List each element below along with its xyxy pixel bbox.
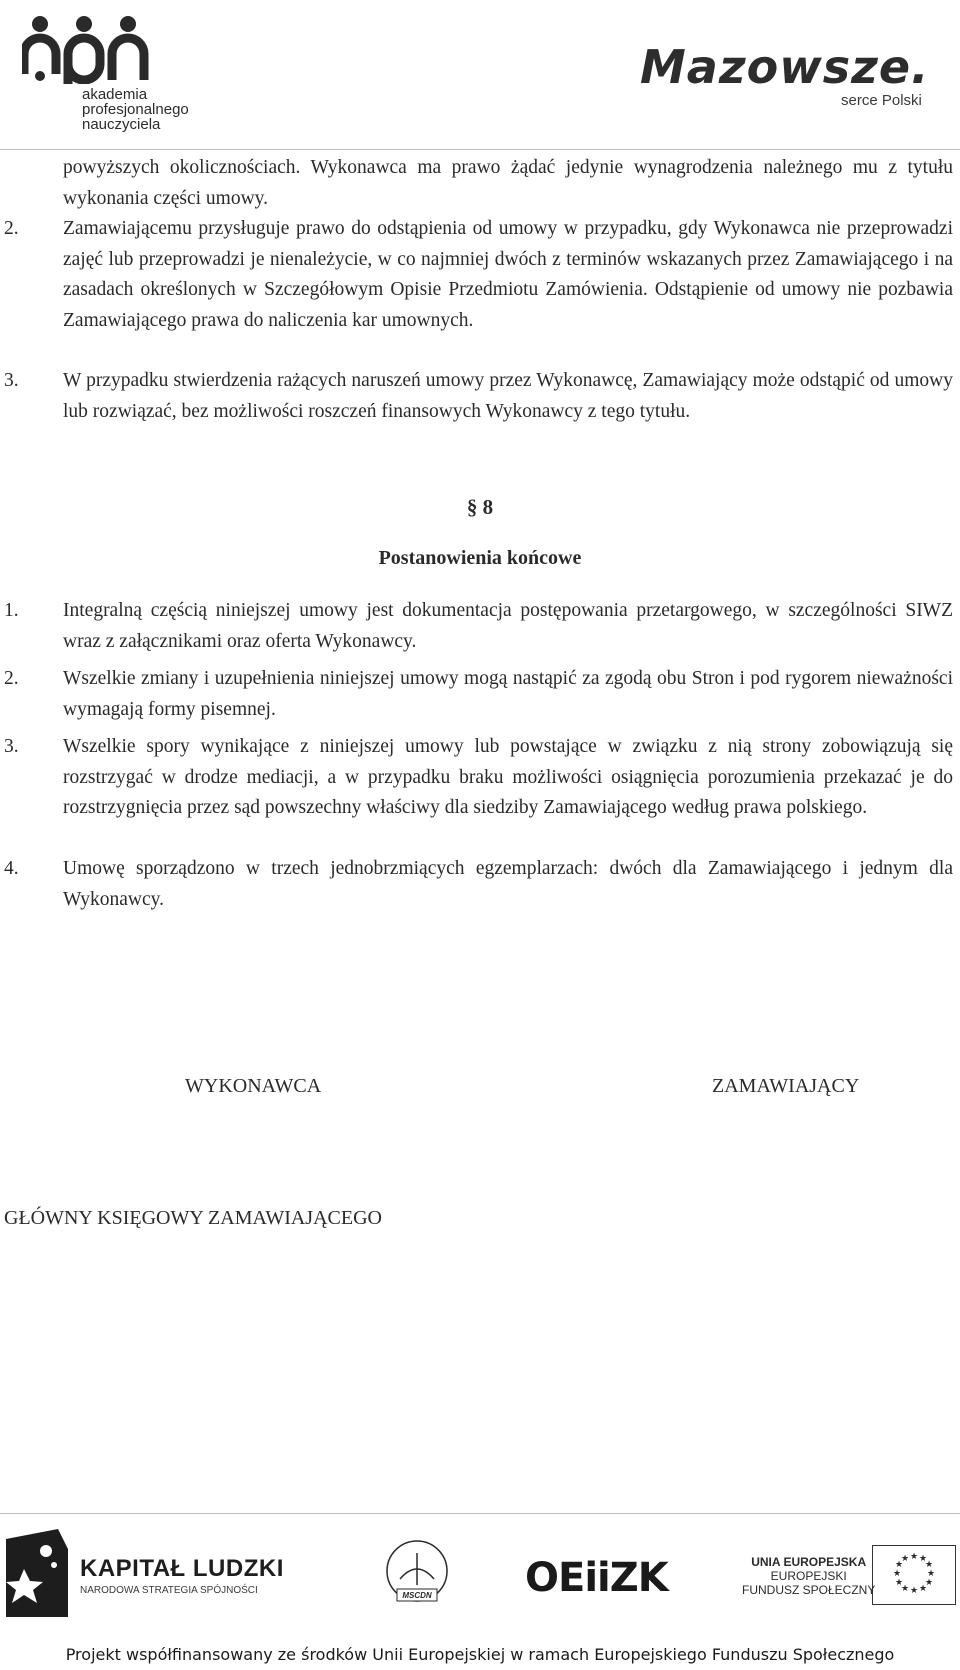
eu-fund-text [742,1555,875,1597]
contract-clause: Wszelkie zmiany i uzupełnienia niniejszej umowy mogą nastąpić za zgodą obu Stron i pod rygorem nieważności wymagają formy pisemnej. [63,668,953,720]
kapital-ludzki-subtitle: NARODOWA STRATEGIA SPÓJNOŚCI [80,1585,258,1596]
footer-divider [0,1513,960,1514]
mscdn-logo [382,1539,452,1609]
svg-text:★: ★ [918,1554,928,1564]
eu-flag-icon [872,1545,956,1605]
kapital-ludzki-logo [80,1555,284,1596]
eu-stars-icon [873,1546,955,1604]
svg-text:★: ★ [892,1569,902,1579]
svg-text:★: ★ [924,1578,934,1588]
svg-text:★: ★ [926,1569,936,1579]
svg-text:★: ★ [894,1560,904,1570]
section-title: Postanowienia końcowe [378,547,582,569]
footer-logos [0,1525,960,1635]
mazowsze-wordmark: Mazowsze. [640,40,930,94]
apn-line-2: profesjonalnego [82,101,189,118]
svg-text:★: ★ [909,1586,919,1596]
apn-logo-mark [22,14,152,84]
oeiizk-logo: OEiiZK [525,1555,668,1601]
item-number: 2. [4,218,19,239]
signature-accountant: GŁÓWNY KSIĘGOWY ZAMAWIAJĄCEGO [4,1207,382,1229]
apn-line-1: akademia [82,86,148,103]
header-divider [0,149,960,150]
contract-clause: Zamawiającemu przysługuje prawo do odstąpienia od umowy w przypadku, gdy Wykonawca nie przeprowadzi zajęć lub przeprowadzi je nienależycie, w co najmniej dwóch z terminów wskazanych przez Zamawiającego i na zasadach określonych w Szczegółowym Opisie Przedmiotu Zamówienia. Odstąpienie od umowy nie pozbawia Zamawiającego prawa do naliczenia kar umownych. [63,218,953,331]
contract-clause: Integralną częścią niniejszej umowy jest dokumentacja postępowania przetargowego, w szczególności SIWZ wraz z załącznikami oraz oferta Wykonawcy. [63,600,953,652]
signature-contractor: WYKONAWCA [185,1075,322,1097]
mscdn-label: MSCDN [402,1591,432,1600]
svg-text:★: ★ [894,1578,904,1588]
page-header [0,0,960,150]
signature-client: ZAMAWIAJĄCY [712,1075,860,1097]
kapital-ludzki-title: KAPITAŁ LUDZKI [80,1555,284,1582]
item-number: 3. [4,736,19,757]
footer-note: Projekt współfinansowany ze środków Unii Europejskiej w ramach Europejskiego Funduszu Społecznego [65,1645,895,1664]
eu-line-2: EUROPEJSKI [770,1569,847,1583]
kapital-ludzki-emblem [6,1529,68,1617]
section-number: § 8 [466,495,494,519]
item-number: 2. [4,668,19,689]
svg-text:★: ★ [924,1560,934,1570]
mazowsze-logo [640,40,940,120]
contract-clause: Umowę sporządzono w trzech jednobrzmiących egzemplarzach: dwóch dla Zamawiającego i jednym dla Wykonawcy. [63,858,953,910]
item-number: 4. [4,858,19,879]
mazowsze-tagline: serce Polski [841,92,922,109]
contract-clause: Wszelkie spory wynikające z niniejszej umowy lub powstające w związku z nią strony zobowiązują się rozstrzygać w drodze mediacji, a w przypadku braku możliwości osiągnięcia porozumienia przekazać je do rozstrzygnięcia przez sąd powszechny właściwy dla siedziby Zamawiającego według prawa polskiego. [63,736,953,818]
svg-text:★: ★ [918,1584,928,1594]
apn-logo [22,14,222,139]
apn-logo-caption [82,87,189,132]
item-number: 1. [4,600,19,621]
apn-line-3: nauczyciela [82,116,161,133]
eu-line-3: FUNDUSZ SPOŁECZNY [742,1583,876,1597]
svg-text:★: ★ [900,1554,910,1564]
eu-line-1: UNIA EUROPEJSKA [751,1555,867,1569]
svg-text:★: ★ [900,1584,910,1594]
svg-text:★: ★ [909,1552,919,1562]
item-number: 3. [4,370,19,391]
contract-clause: W przypadku stwierdzenia rażących naruszeń umowy przez Wykonawcę, Zamawiający może odstąpić od umowy lub rozwiązać, bez możliwości roszczeń finansowych Wykonawcy z tego tytułu. [63,370,953,422]
continued-paragraph: powyższych okolicznościach. Wykonawca ma prawo żądać jedynie wynagrodzenia należnego mu z tytułu wykonania części umowy. [63,157,953,209]
